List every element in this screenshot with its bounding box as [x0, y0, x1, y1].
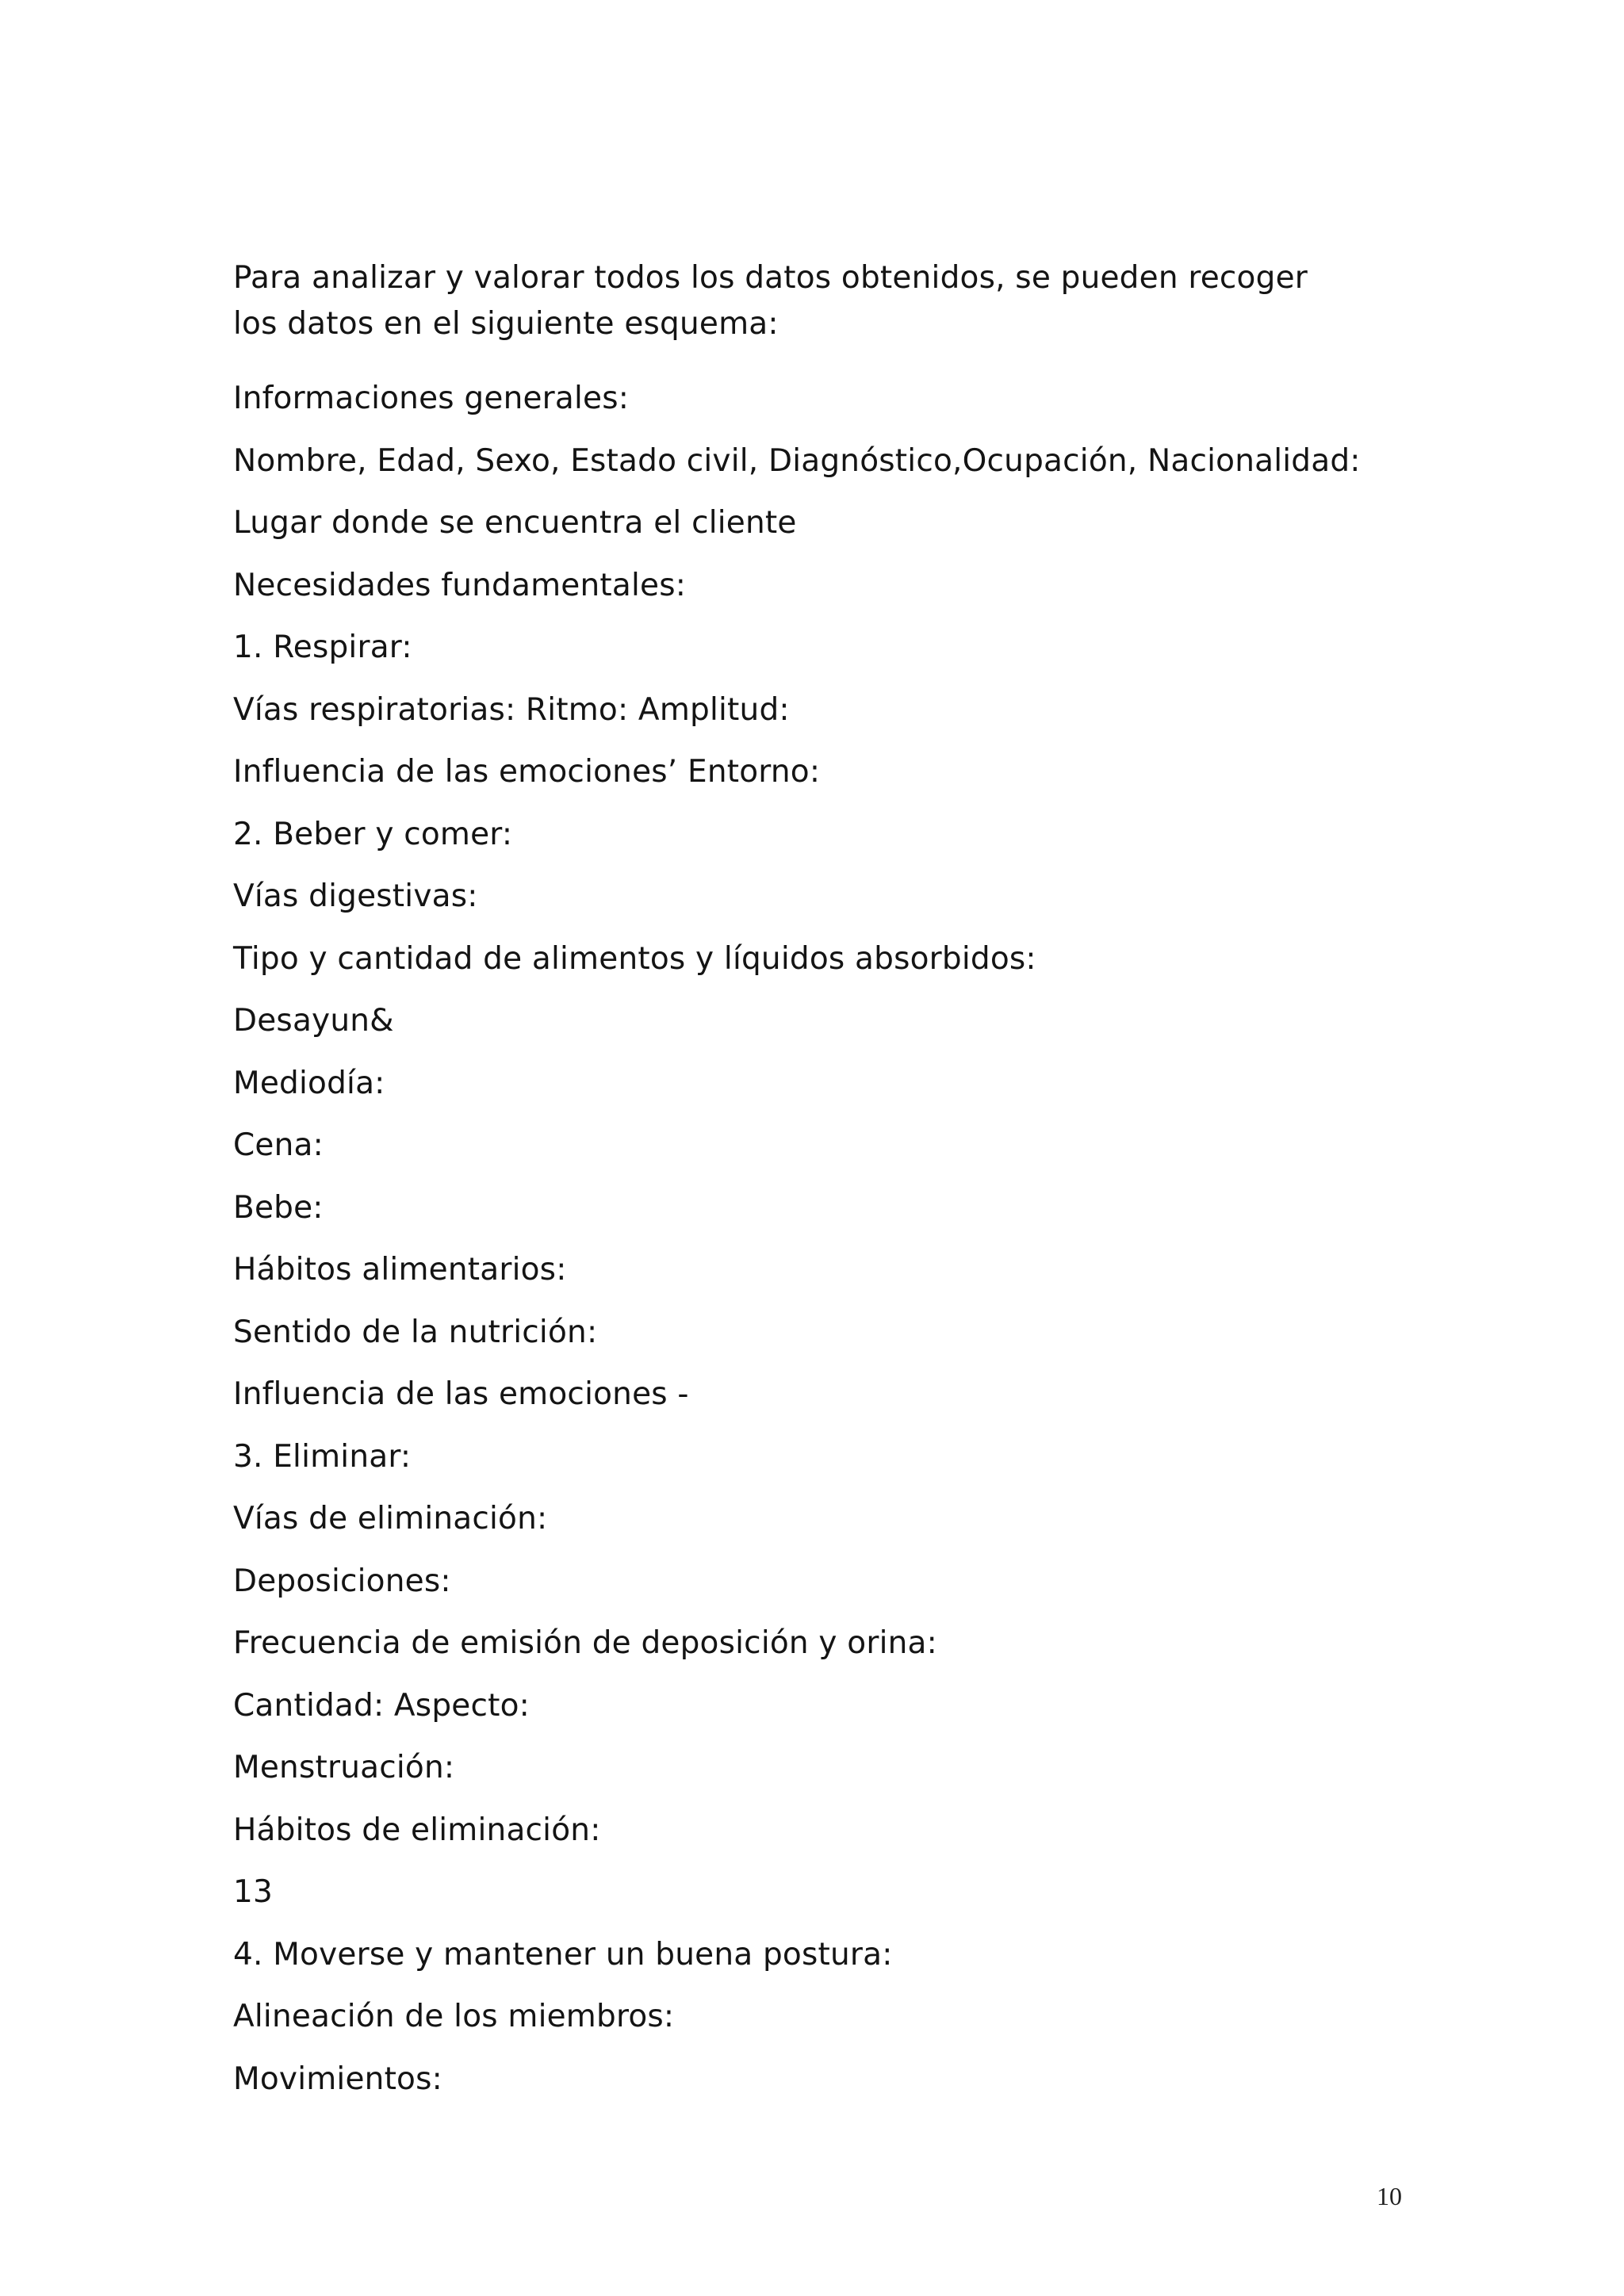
- quantity-appearance-field: Cantidad: Aspecto:: [233, 1687, 530, 1724]
- food-intake-field: Tipo y cantidad de alimentos y líquidos absorbidos:: [233, 940, 1036, 977]
- elimination-habits-field: Hábitos de eliminación:: [233, 1812, 601, 1848]
- section-elimination: 3. Eliminar:: [233, 1438, 412, 1475]
- intro-paragraph: Para analizar y valorar todos los datos obtenidos, se pueden recoger los datos en el siguiente esquema:: [233, 260, 1308, 342]
- nutrition-meaning-field: Sentido de la nutrición:: [233, 1314, 598, 1350]
- heading-general-information: Informaciones generales:: [233, 381, 630, 416]
- personal-data-fields: Nombre, Edad, Sexo, Estado civil, Diagnóstico,Ocupación, Nacionalidad:: [233, 442, 1361, 479]
- elimination-frequency-field: Frecuencia de emisión de deposición y orina:: [233, 1625, 937, 1661]
- eating-emotions-field: Influencia de las emociones -: [233, 1376, 689, 1412]
- document-body: [233, 255, 1359, 2118]
- inline-number: 13: [233, 1874, 274, 1910]
- elimination-routes-field: Vías de eliminación:: [233, 1501, 548, 1536]
- digestive-tract-field: Vías digestivas:: [233, 878, 478, 914]
- drinks-field: Bebe:: [233, 1189, 324, 1226]
- limb-alignment-field: Alineación de los miembros:: [233, 1999, 675, 2034]
- eating-habits-field: Hábitos alimentarios:: [233, 1252, 567, 1288]
- heading-fundamental-needs: Necesidades fundamentales:: [233, 567, 687, 603]
- client-location-field: Lugar donde se encuentra el cliente: [233, 505, 797, 541]
- movements-field: Movimientos:: [233, 2061, 442, 2097]
- breakfast-field: Desayun&: [233, 1003, 394, 1039]
- breathing-emotions-field: Influencia de las emociones’ Entorno:: [233, 754, 821, 790]
- breathing-fields: Vías respiratorias: Ritmo: Amplitud:: [233, 691, 790, 728]
- dinner-field: Cena:: [233, 1127, 324, 1163]
- section-drinking-eating: 2. Beber y comer:: [233, 816, 513, 852]
- page-number: 10: [1377, 2182, 1402, 2210]
- section-movement-posture: 4. Moverse y mantener un buena postura:: [233, 1936, 893, 1973]
- stools-field: Deposiciones:: [233, 1563, 451, 1599]
- midday-field: Mediodía:: [233, 1065, 385, 1101]
- menstruation-field: Menstruación:: [233, 1750, 455, 1785]
- section-breathing: 1. Respirar:: [233, 629, 412, 665]
